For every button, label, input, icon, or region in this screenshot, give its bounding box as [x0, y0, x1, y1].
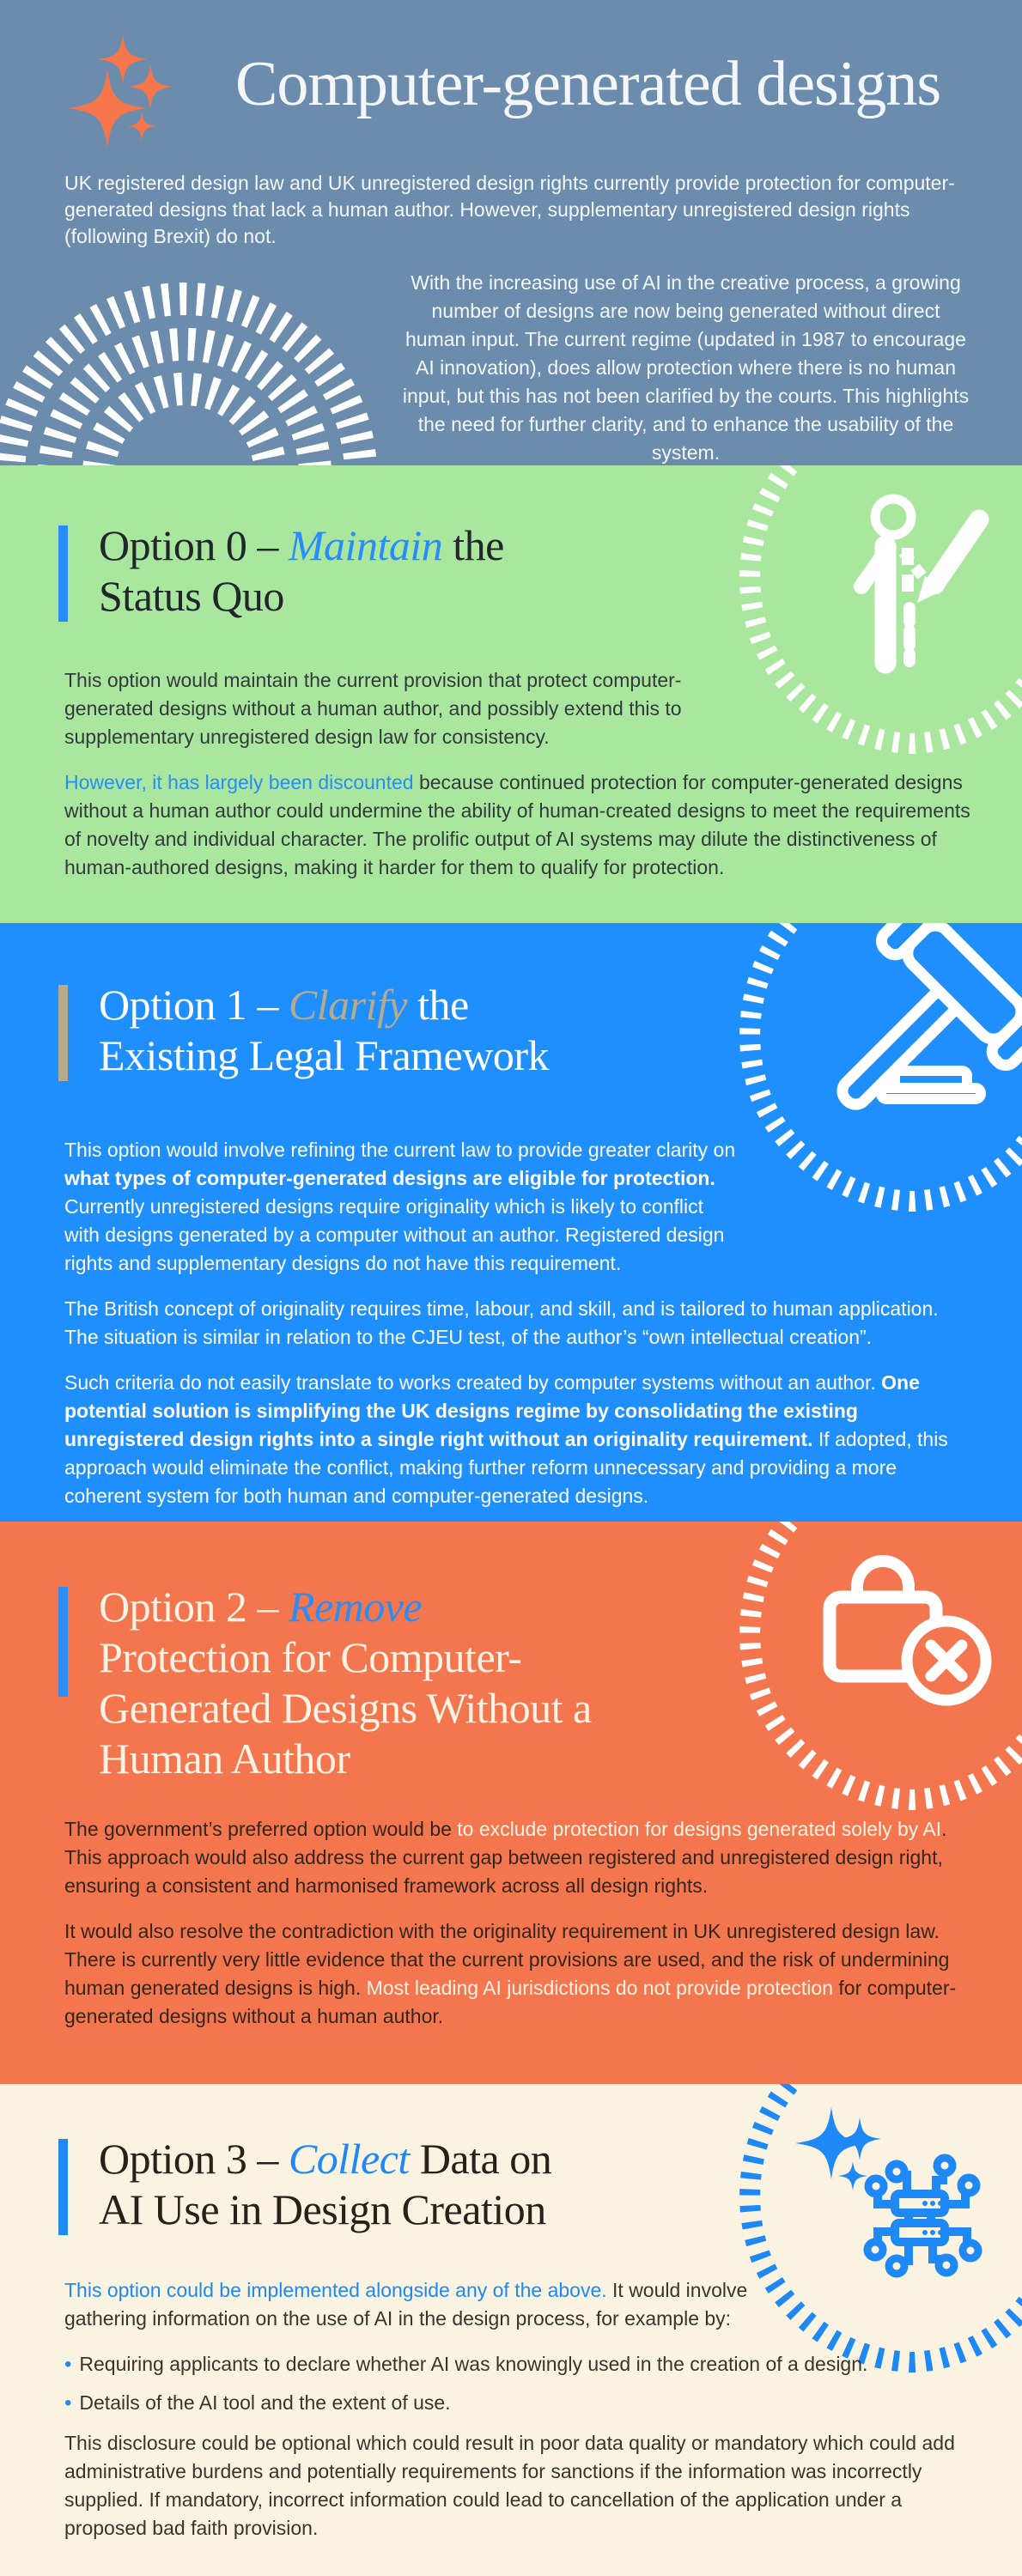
option-2-title: Option 2 – Remove Protection for Computer- Generated Designs Without a Human Author — [99, 1583, 592, 1783]
paragraph: Such criteria do not easily translate to works created by computer systems without an author. One potential solution is simplifying the UK designs regime by consolidating the existing unregistered design rights into a single right without an originality requirement. If adopted, this approach would eliminate the conflict, making further reform unnecessary and providing a more coherent system for both human and computer-generated designs. — [64, 1371, 948, 1507]
paragraph: This option would maintain the current provision that protect computer-generated designs without a human author, and possibly extend this to supplementary unregistered design law for consistency. — [64, 669, 682, 748]
header-paragraph-1: UK registered design law and UK unregistered design rights currently provide protection for computer-generated designs that lack a human author. However, supplementary unregistered design rights (following Brexit) do not. — [64, 172, 955, 247]
option-2-body — [64, 1815, 970, 2031]
paragraph: This disclosure could be optional which could result in poor data quality or mandatory which could add administrative burdens and potentially requirements for sanctions if the information was incorrectly supplied. If mandatory, incorrect information could lead to cancellation of the application under a proposed bad faith provision. — [64, 2432, 955, 2539]
option-3-body — [64, 2276, 970, 2543]
bullet-list — [64, 2350, 970, 2417]
option-0-title: Option 0 – Maintain the Status Quo — [99, 521, 504, 620]
accent-bar — [58, 2139, 68, 2235]
option-1-section — [0, 923, 1022, 1522]
paragraph: It would also resolve the contradiction with the originality requirement in UK unregistered design law. There is currently very little evidence that the current provisions are used, and the risk of undermining human generated designs is high. Most leading AI jurisdictions do not provide protection for computer-generated designs without a human author. — [64, 1920, 957, 2027]
paragraph: This option would involve refining the current law to provide greater clarity on what types of computer-generated designs are eligible for protection. Currently unregistered designs require originality which is likely to conflict with designs generated by a computer without an author. Registered design rights and supplementary designs do not have this requirement. — [64, 1136, 970, 1278]
option-0-body — [64, 666, 970, 882]
option-3-title: Option 3 – Collect Data on AI Use in Design Creation — [99, 2135, 552, 2233]
accent-bar — [58, 526, 68, 622]
bullet-dot: • — [64, 2353, 72, 2376]
paragraph: The British concept of originality requires time, labour, and skill, and is tailored to human application. The situation is similar in relation to the CJEU test, of the author’s “own intellectual creation”. — [64, 1297, 939, 1348]
accent-bar — [58, 1587, 68, 1697]
option-1-title: Option 1 – Clarify the Existing Legal Framework — [99, 981, 549, 1079]
list-item: • Details of the AI tool and the extent of use. — [64, 2389, 970, 2417]
option-3-section — [0, 2084, 1022, 2576]
header-section — [0, 0, 1022, 465]
paragraph: The government’s preferred option would be to exclude protection for designs generated solely by AI. This approach would also address the current gap between registered and unregistered design right, ensuring a consistent and harmonised framework across all design rights. — [64, 1818, 947, 1897]
option-0-section — [0, 465, 1022, 923]
header-top — [64, 29, 970, 160]
list-item: • Requiring applicants to declare whether AI was knowingly used in the creation of a design. — [64, 2350, 970, 2379]
sparkles-icon — [64, 29, 223, 160]
paragraph: However, it has largely been discounted because continued protection for computer-generated designs without a human author could undermine the ability of human-created designs to meet the requirements of novelty and individual character. The prolific output of AI systems may dilute the distinctiveness of human-authored designs, making it harder for them to qualify for protection. — [64, 771, 970, 878]
option-2-section — [0, 1522, 1022, 2084]
bullet-dot: • — [64, 2391, 72, 2415]
header-paragraph-2: With the increasing use of AI in the creative process, a growing number of designs are now being generated without direct human input. The current regime (updated in 1987 to encourage AI innovation), does allow protection where there is no human input, but this has not been clarified by the courts. This highlights the need for further clarity, and to enhance the usability of the system. — [64, 269, 970, 465]
text-wrap-spacer — [64, 297, 401, 445]
paragraph: This option could be implemented alongside any of the above. It would involve gathering information on the use of AI in the design process, for example by: — [64, 2279, 748, 2330]
page-title: Computer-generated designs — [235, 49, 941, 119]
option-1-body — [64, 1136, 970, 1510]
accent-bar — [58, 985, 68, 1081]
text-wrap-spacer — [743, 1136, 970, 1222]
